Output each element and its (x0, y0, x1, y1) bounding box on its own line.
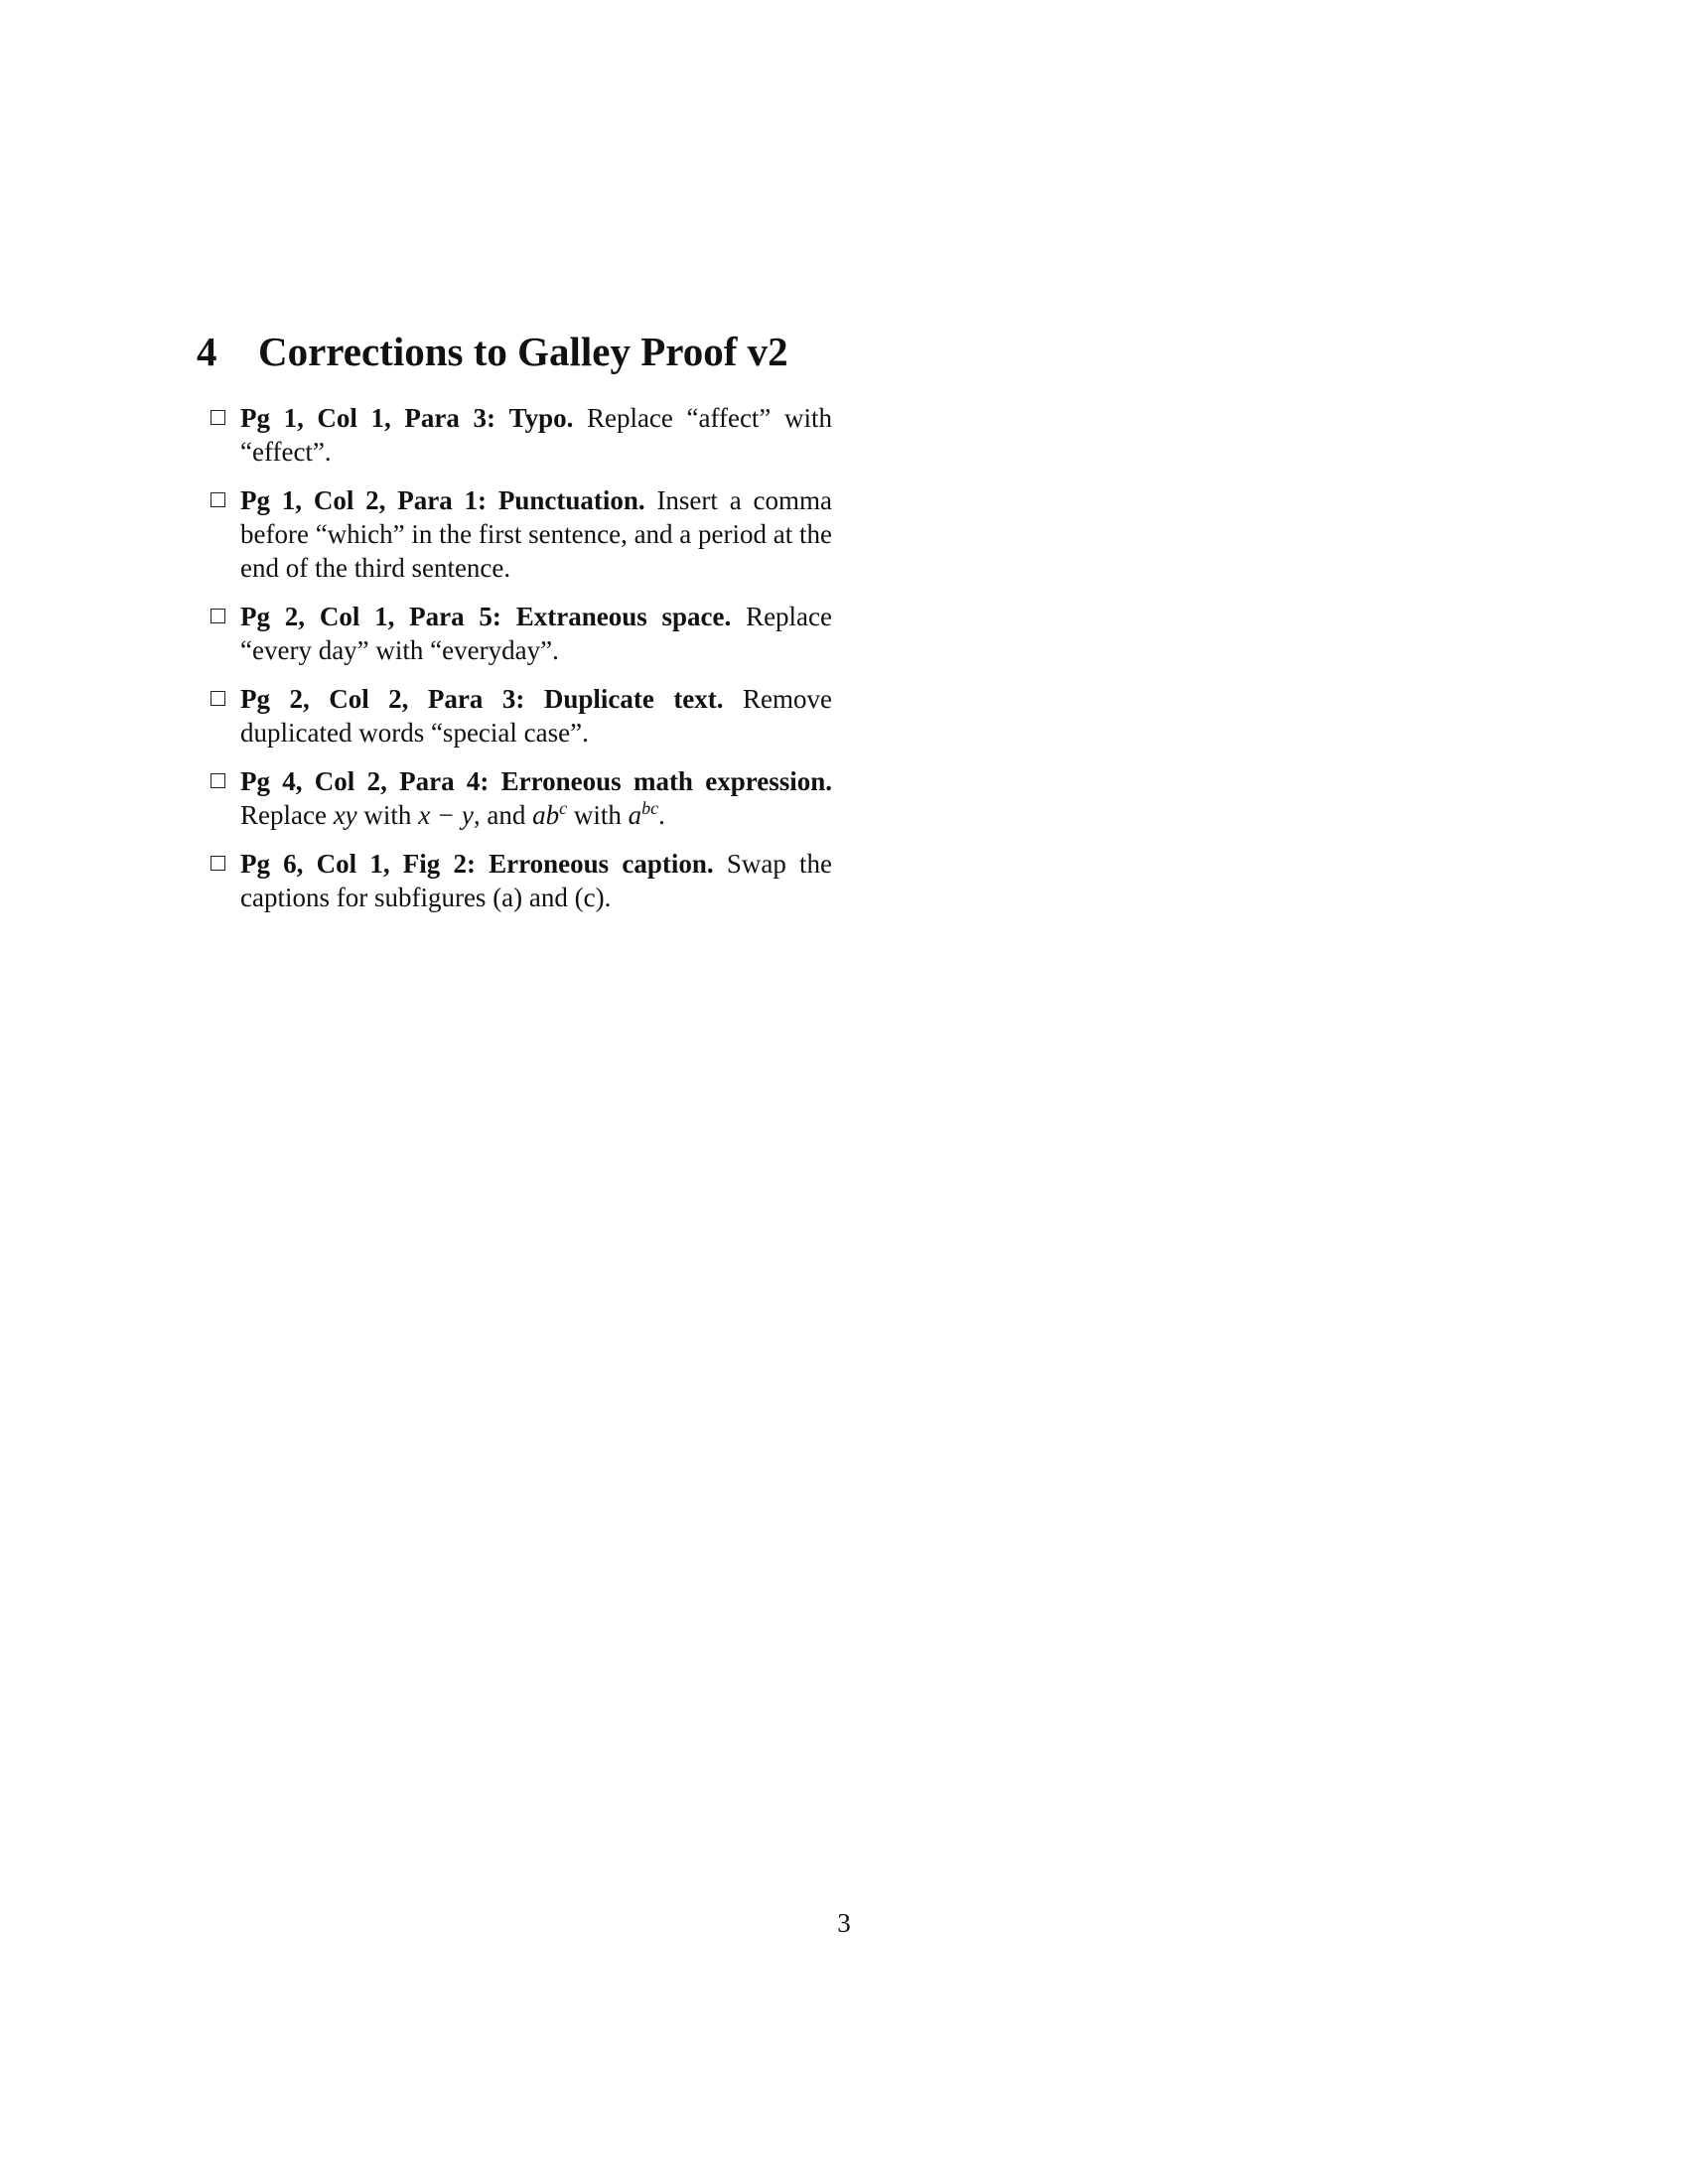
correction-item (197, 600, 832, 667)
text-fragment: with (573, 800, 622, 830)
correction-location: Pg 1, Col 1, Para 3: (240, 403, 495, 433)
correction-location: Pg 4, Col 2, Para 4: (240, 766, 490, 796)
correction-category: Typo. (508, 403, 574, 433)
section-title: Corrections to Galley Proof v2 (258, 329, 788, 374)
correction-category: Erroneous math expression. (500, 766, 832, 796)
checkbox[interactable] (211, 856, 225, 871)
correction-item (197, 682, 832, 750)
math-expression: xy (333, 800, 357, 830)
correction-category: Duplicate text. (543, 684, 724, 714)
checkbox[interactable] (211, 773, 225, 788)
math-superscript: c (559, 798, 568, 818)
math-superscript: bc (641, 798, 659, 818)
correction-category: Erroneous caption. (489, 849, 714, 879)
correction-item (197, 401, 832, 469)
math-base: ab (532, 800, 560, 830)
math-expression (532, 800, 567, 830)
section-number: 4 (197, 329, 217, 374)
math-base: a (628, 800, 642, 830)
correction-text: Replace “every day” with “everyday”. (240, 602, 833, 665)
correction-text: Remove duplicated words “special case”. (240, 684, 832, 748)
text-fragment: Replace (240, 800, 327, 830)
checkbox[interactable] (211, 410, 225, 425)
page-number: 3 (837, 1908, 851, 1938)
correction-text: Swap the captions for subfigures (a) and (c). (240, 849, 833, 912)
text-fragment: with (363, 800, 412, 830)
corrections-section (197, 328, 832, 929)
correction-text: Insert a comma before “which” in the first sentence, and a period at the end of the third sentence. (240, 485, 832, 583)
checkbox[interactable] (211, 492, 225, 507)
correction-item (197, 847, 832, 914)
correction-item (197, 483, 832, 585)
correction-location: Pg 2, Col 1, Para 5: (240, 602, 501, 631)
text-fragment: . (658, 800, 665, 830)
correction-location: Pg 1, Col 2, Para 1: (240, 485, 488, 515)
correction-location: Pg 6, Col 1, Fig 2: (240, 849, 476, 879)
math-expression: x − y (418, 800, 474, 830)
correction-text (240, 800, 665, 830)
correction-item (197, 764, 832, 832)
checkbox[interactable] (211, 691, 225, 706)
text-fragment: , and (473, 800, 526, 830)
corrections-list (197, 401, 832, 914)
math-expression (629, 800, 659, 830)
checkbox[interactable] (211, 609, 225, 623)
correction-text: Replace “affect” with “effect”. (240, 403, 833, 467)
section-heading (197, 328, 832, 375)
correction-category: Punctuation. (497, 485, 645, 515)
correction-location: Pg 2, Col 2, Para 3: (240, 684, 525, 714)
correction-category: Extraneous space. (515, 602, 732, 631)
